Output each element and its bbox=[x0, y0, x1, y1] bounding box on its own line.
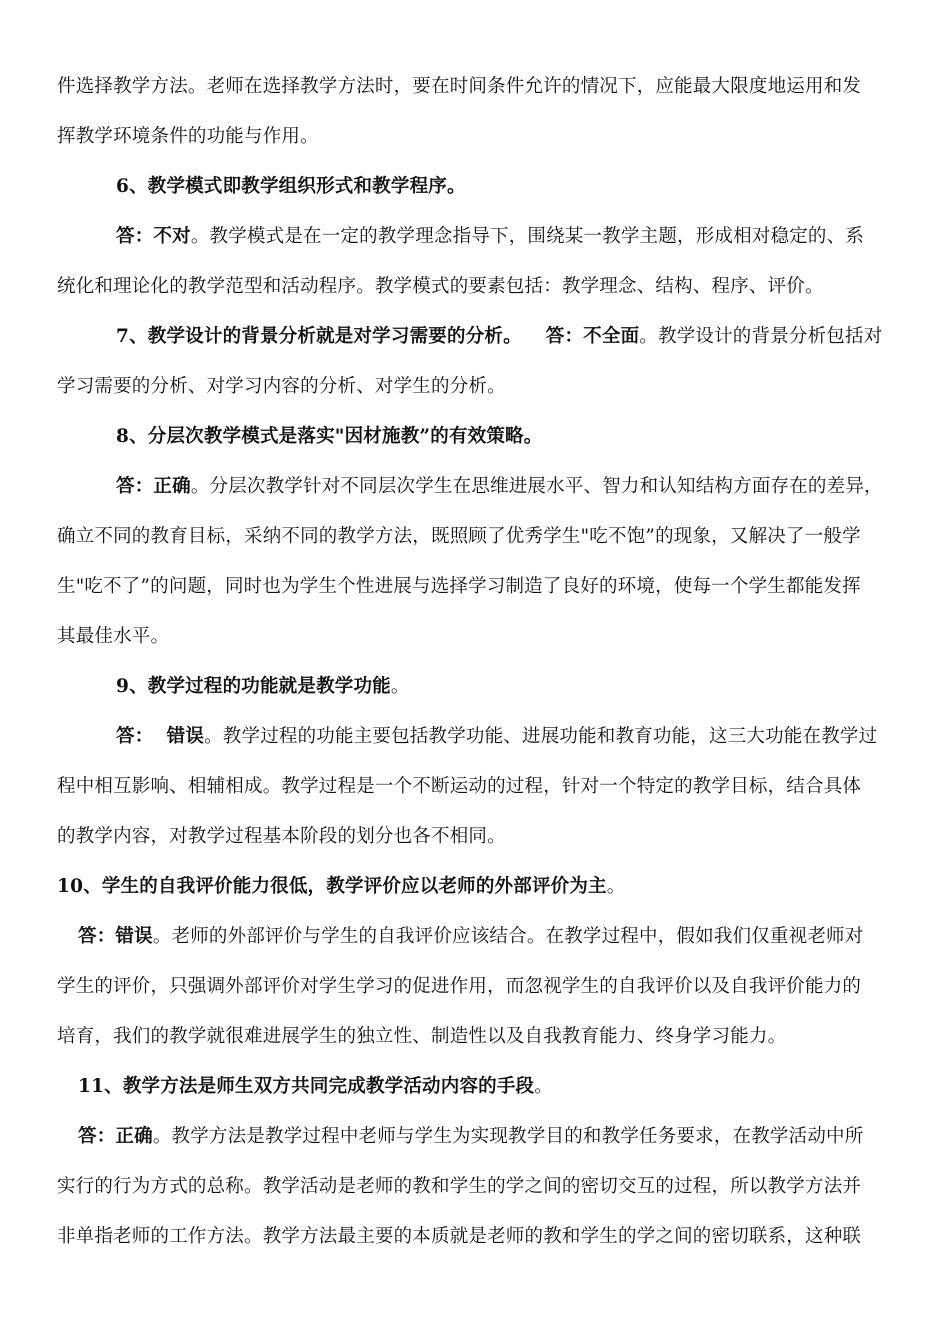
question-heading bbox=[78, 1075, 553, 1099]
answer-verdict: 答：正确 bbox=[78, 1126, 153, 1147]
question-text: 8、分层次教学模式是落实"因材施教”的有效策略。 bbox=[116, 426, 543, 447]
body-text: 实行的行为方式的总称。教学活动是老师的教和学生的学之间的密切交互的过程，所以教学方法并 bbox=[57, 1176, 862, 1197]
question-heading bbox=[57, 875, 625, 899]
body-text: 确立不同的教育目标，采纳不同的教学方法，既照顾了优秀学生"吃不饱”的现象，又解决了一般学 bbox=[57, 526, 861, 547]
body-text: 其最佳水平。 bbox=[57, 626, 170, 647]
body-text: 程中相互影响、相辅相成。教学过程是一个不断运动的过程，针对一个特定的教学目标，结合具体 bbox=[57, 776, 862, 797]
paragraph-line bbox=[57, 75, 861, 99]
question-heading bbox=[116, 425, 542, 449]
answer-verdict: 答： 错误 bbox=[116, 726, 205, 747]
body-text: 统化和理论化的教学范型和活动程序。教学模式的要素包括：教学理念、结构、程序、评价。 bbox=[57, 276, 824, 297]
answer-verdict: 答：错误 bbox=[78, 926, 153, 947]
body-text: 。教学设计的背景分析包括对 bbox=[639, 326, 883, 347]
answer-verdict: 答：正确 bbox=[116, 476, 191, 497]
paragraph-line bbox=[57, 625, 169, 649]
answer-line bbox=[78, 1125, 863, 1149]
paragraph-line bbox=[57, 1175, 861, 1199]
paragraph-line bbox=[57, 825, 506, 849]
body-text: 的教学内容，对教学过程基本阶段的划分也各不相同。 bbox=[57, 826, 506, 847]
body-text: 。教学方法是教学过程中老师与学生为实现教学目的和教学任务要求，在教学活动中所 bbox=[152, 1126, 864, 1147]
body-text: 。 bbox=[606, 876, 626, 897]
question-text: 6、教学模式即教学组织形式和教学程序。 bbox=[116, 176, 466, 197]
body-text: 件选择教学方法。老师在选择教学方法时，要在时间条件允许的情况下，应能最大限度地运用和发 bbox=[57, 76, 862, 97]
question-text: 11、教学方法是师生双方共同完成教学活动内容的手段 bbox=[78, 1076, 535, 1097]
paragraph-line bbox=[57, 275, 824, 299]
paragraph-line bbox=[57, 575, 861, 599]
body-text: 挥教学环境条件的功能与作用。 bbox=[57, 126, 319, 147]
body-text: 。 bbox=[390, 676, 410, 697]
answer-verdict: 答：不全面 bbox=[545, 326, 640, 347]
body-text: 生"吃不了”的问题，同时也为学生个性进展与选择学习制造了良好的环境，使每一个学生都能发挥 bbox=[57, 576, 861, 597]
answer-line bbox=[116, 225, 864, 249]
answer-line bbox=[116, 475, 883, 499]
paragraph-line bbox=[57, 125, 319, 149]
answer-line bbox=[116, 725, 877, 749]
question-heading bbox=[116, 175, 466, 199]
paragraph-line bbox=[57, 525, 861, 549]
body-text: 。教学模式是在一定的教学理念指导下，围绕某一教学主题，形成相对稳定的、系 bbox=[190, 226, 865, 247]
body-text: 非单指老师的工作方法。教学方法最主要的本质就是老师的教和学生的学之间的密切联系，这种联 bbox=[57, 1226, 862, 1247]
paragraph-line bbox=[57, 375, 506, 399]
question-heading bbox=[116, 675, 410, 699]
question-text: 7、教学设计的背景分析就是对学习需要的分析。 bbox=[116, 326, 522, 347]
paragraph-line bbox=[57, 975, 861, 999]
body-text: 学生的评价，只强调外部评价对学生学习的促进作用，而忽视学生的自我评价以及自我评价能力的 bbox=[57, 976, 862, 997]
body-text: 学习需要的分析、对学习内容的分析、对学生的分析。 bbox=[57, 376, 506, 397]
question-text: 10、学生的自我评价能力很低，教学评价应以老师的外部评价为主 bbox=[57, 876, 607, 897]
body-text: 。老师的外部评价与学生的自我评价应该结合。在教学过程中，假如我们仅重视老师对 bbox=[152, 926, 864, 947]
question-heading bbox=[116, 325, 882, 349]
body-text: 。分层次教学针对不同层次学生在思维进展水平、智力和认知结构方面存在的差异， bbox=[190, 476, 883, 497]
paragraph-line bbox=[57, 1225, 861, 1249]
body-text: 。 bbox=[534, 1076, 553, 1097]
question-text: 9、教学过程的功能就是教学功能 bbox=[116, 676, 391, 697]
paragraph-line bbox=[57, 775, 861, 799]
answer-verdict: 答：不对 bbox=[116, 226, 191, 247]
paragraph-line bbox=[57, 1025, 786, 1049]
body-text: 培育，我们的教学就很难进展学生的独立性、制造性以及自我教育能力、终身学习能力。 bbox=[57, 1026, 787, 1047]
answer-line bbox=[78, 925, 863, 949]
body-text: 。教学过程的功能主要包括教学功能、进展功能和教育功能，这三大功能在教学过 bbox=[204, 726, 878, 747]
